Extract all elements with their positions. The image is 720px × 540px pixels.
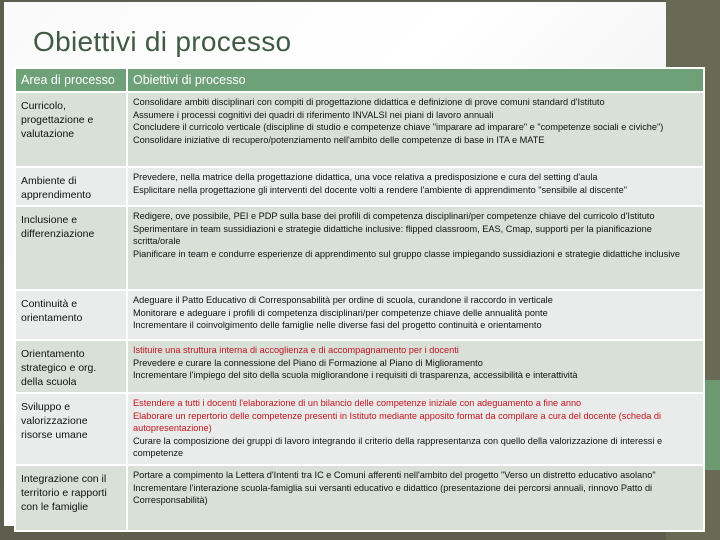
- table-row: [15, 290, 704, 340]
- objective: Adeguare il Patto Educativo di Corresponsabilità per ordine di scuola, curandone il raccordo in verticale: [133, 295, 553, 305]
- objective: Concludere il curricolo verticale (discipline di studio e competenze chiave "imparare ad imparare" e "competenze sociali e civiche"): [133, 122, 664, 133]
- table-row: [15, 206, 704, 290]
- objective: Pianificare in team e condurre esperienze di apprendimento sul gruppo classe impiegando sussidiazioni e strategie didattiche inclusive: [133, 248, 680, 259]
- objectives-cell: [127, 206, 704, 290]
- objective: Incrementare l'impiego del sito della scuola migliorandone i requisiti di trasparenza, accessibilità e interattività: [133, 370, 578, 381]
- area-cell: Sviluppo e valorizzazione risorse umane: [15, 393, 127, 465]
- objective-highlighted: Istituire una struttura interna di accoglienza e di accompagnamento per i docenti: [133, 345, 459, 355]
- area-cell: Continuità e orientamento: [15, 290, 127, 340]
- objectives-cell: [127, 465, 704, 531]
- objective: Assumere i processi cognitivi dei quadri di riferimento INVALSI nei piani di lavoro annuali: [133, 109, 494, 120]
- table-row: [15, 92, 704, 167]
- objectives-table: [14, 67, 705, 532]
- objective: Redigere, ove possibile, PEI e PDP sulla base dei profili di competenza disciplinari/per competenze chiave del curricolo d'Istituto: [133, 211, 655, 221]
- objective: Incrementare il coinvolgimento delle famiglie nelle diverse fasi del progetto continuità e orientamento: [133, 320, 542, 331]
- table-row: [15, 393, 704, 465]
- objectives-cell: [127, 290, 704, 340]
- objective: Prevedere, nella matrice della progettazione didattica, una voce relativa a predisposizione e cura del setting d'aula: [133, 172, 598, 182]
- objective: Prevedere e curare la connessione del Piano di Formazione al Piano di Miglioramento: [133, 357, 483, 368]
- objectives-cell: [127, 340, 704, 393]
- area-cell: Orientamento strategico e org. della scuola: [15, 340, 127, 393]
- area-cell: Integrazione con il territorio e rapporti con le famiglie: [15, 465, 127, 531]
- header-area: Area di processo: [15, 68, 127, 92]
- objective-highlighted: Elaborare un repertorio delle competenze presenti in Istituto mediante apposito format da compilare a cura del docente (scheda di autopresentazione): [133, 410, 662, 434]
- objectives-cell: [127, 92, 704, 167]
- table-header: [15, 68, 704, 92]
- objective-highlighted: Estendere a tutti i docenti l'elaborazione di un bilancio delle competenze iniziale con adeguamento a fine anno: [133, 398, 582, 408]
- objectives-cell: [127, 167, 704, 206]
- table-row: [15, 465, 704, 531]
- objectives-cell: [127, 393, 704, 465]
- area-cell: Inclusione e differenziazione: [15, 206, 127, 290]
- header-obiettivi: Obiettivi di processo: [127, 68, 704, 92]
- area-cell: Ambiente di apprendimento: [15, 167, 127, 206]
- side-accent: [705, 380, 720, 470]
- objective: Monitorare e adeguare i profili di competenza disciplinari/per competenze chiave delle annualità ponte: [133, 307, 548, 318]
- objective: Portare a compimento la Lettera d'Intenti tra IC e Comuni afferenti nell'ambito del progetto "Verso un distretto educativo asolano": [133, 470, 656, 480]
- objective: Esplicitare nella progettazione gli interventi del docente volti a rendere l'ambiente di apprendimento "sensibile al discente": [133, 184, 627, 195]
- objective: Curare la composizione dei gruppi di lavoro integrando il criterio della rappresentanza con quello della valorizzazione di interessi e competenze: [133, 435, 663, 459]
- page-title: Obiettivi di processo: [33, 26, 292, 57]
- table-row: [15, 167, 704, 206]
- objective: Sperimentare in team sussidiazioni e strategie didattiche inclusive: flipped classroom, EAS, Cmap, supporti per la pianificazione scritta/orale: [133, 223, 652, 247]
- table-row: [15, 340, 704, 393]
- objective: Consolidare iniziative di recupero/potenziamento nell'ambito delle competenze di base in ITA e MATE: [133, 134, 545, 145]
- area-cell: Curricolo, progettazione e valutazione: [15, 92, 127, 167]
- objective: Consolidare ambiti disciplinari con compiti di progettazione didattica e definizione di prove comuni standard d'Istituto: [133, 97, 605, 107]
- objective: Incrementare l'interazione scuola-famiglia sui versanti educativo e didattico (presentazione dei percorsi annuali, rinnovo Patto di Corresponsabilità): [133, 482, 653, 506]
